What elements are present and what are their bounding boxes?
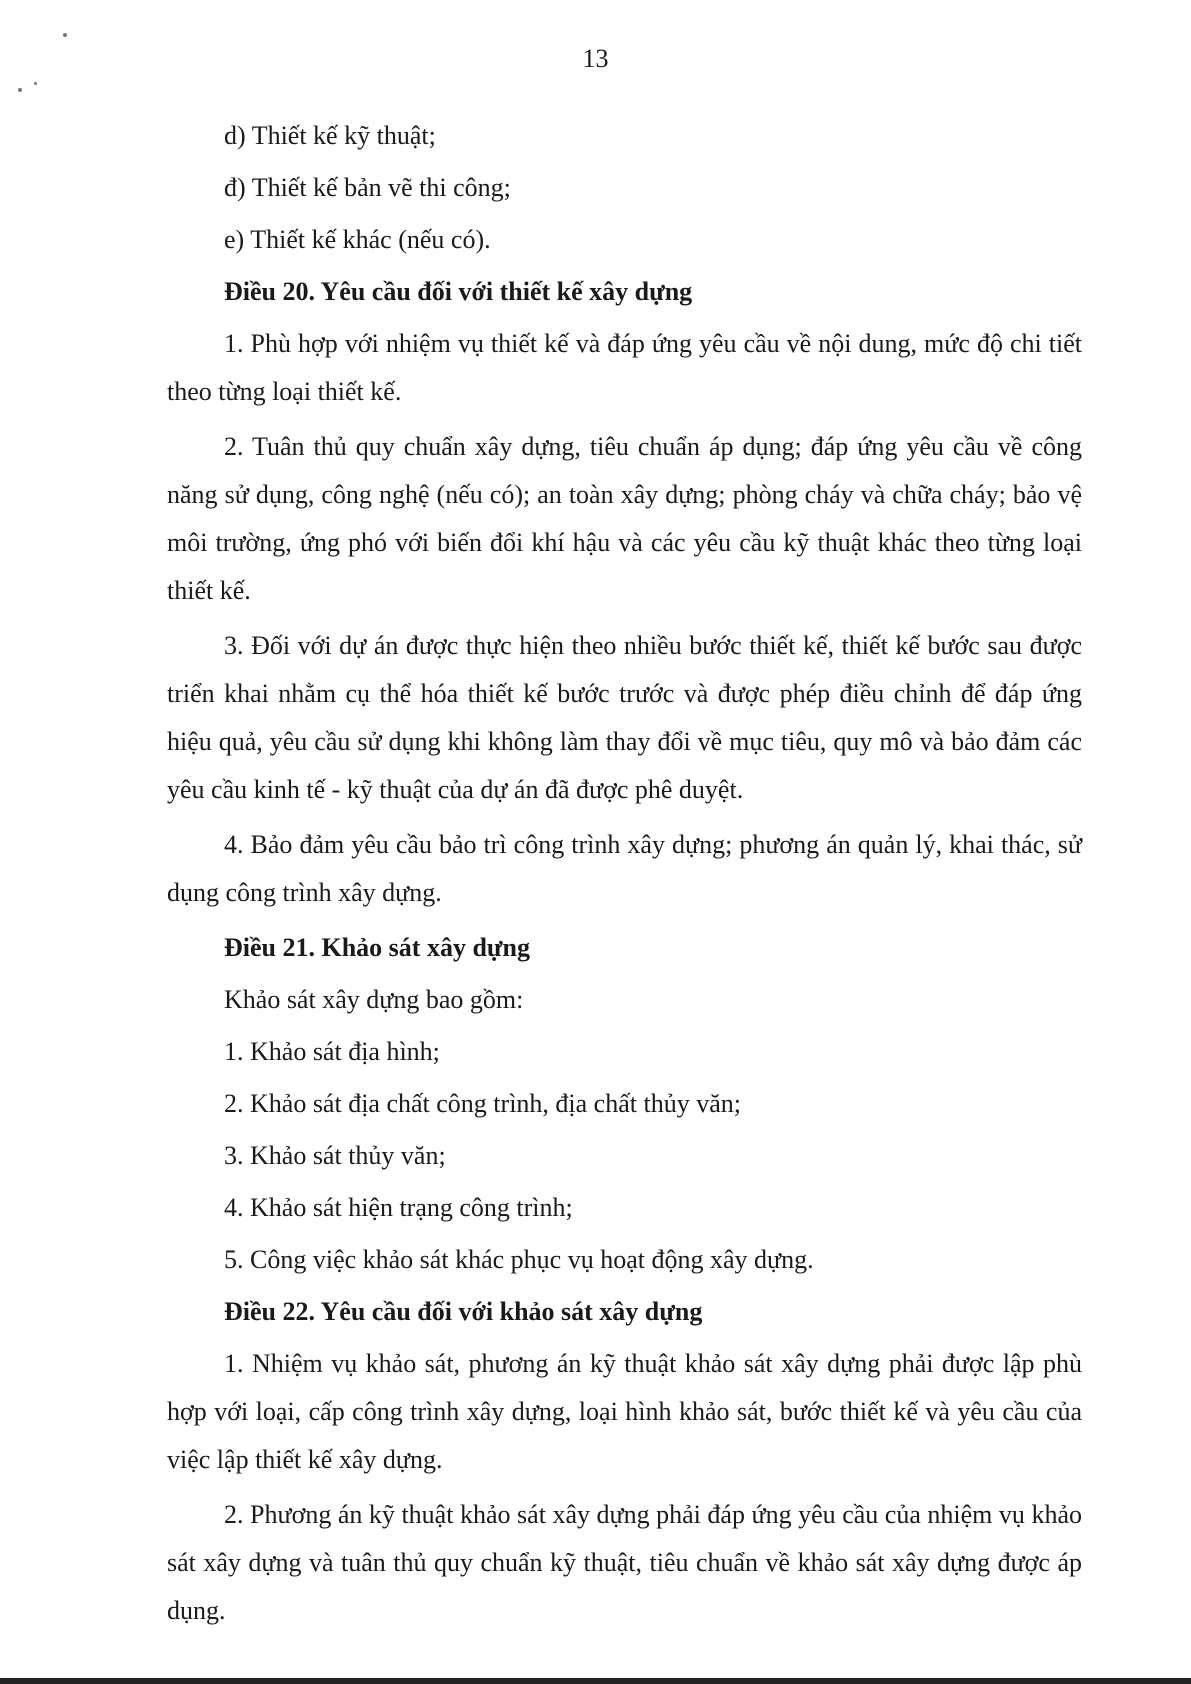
scan-artifact-dot	[34, 82, 37, 85]
document-body	[167, 112, 1082, 1642]
article-21-intro: Khảo sát xây dựng bao gồm:	[224, 985, 524, 1014]
scan-bottom-edge	[0, 1678, 1191, 1684]
article-21-heading: Điều 21. Khảo sát xây dựng	[224, 933, 530, 962]
list-item: 4. Khảo sát hiện trạng công trình;	[224, 1193, 573, 1222]
list-item: 5. Công việc khảo sát khác phục vụ hoạt động xây dựng.	[224, 1245, 814, 1274]
scan-artifact-dot	[63, 33, 67, 37]
article-20-heading: Điều 20. Yêu cầu đối với thiết kế xây dựng	[224, 277, 693, 306]
list-item: 3. Khảo sát thủy văn;	[224, 1141, 446, 1170]
article-20-paragraph-4: 4. Bảo đảm yêu cầu bảo trì công trình xây dựng; phương án quản lý, khai thác, sử dụng công trình xây dựng.	[167, 830, 1082, 907]
article-20-paragraph-3: 3. Đối với dự án được thực hiện theo nhiều bước thiết kế, thiết kế bước sau được triển khai nhằm cụ thể hóa thiết kế bước trước và được phép điều chỉnh để đáp ứng hiệu quả, yêu cầu sử dụng khi không làm thay đổi về mục tiêu, quy mô và bảo đảm các yêu cầu kinh tế - kỹ thuật của dự án đã được phê duyệt.	[167, 631, 1082, 804]
list-item: 2. Khảo sát địa chất công trình, địa chất thủy văn;	[224, 1089, 741, 1118]
article-22-paragraph-1: 1. Nhiệm vụ khảo sát, phương án kỹ thuật khảo sát xây dựng phải được lập phù hợp với loại, cấp công trình xây dựng, loại hình khảo sát, bước thiết kế và yêu cầu của việc lập thiết kế xây dựng.	[167, 1349, 1082, 1474]
article-20-paragraph-2: 2. Tuân thủ quy chuẩn xây dựng, tiêu chuẩn áp dụng; đáp ứng yêu cầu về công năng sử dụng, công nghệ (nếu có); an toàn xây dựng; phòng cháy và chữa cháy; bảo vệ môi trường, ứng phó với biến đổi khí hậu và các yêu cầu kỹ thuật khác theo từng loại thiết kế.	[167, 432, 1082, 605]
page-number: 13	[582, 44, 609, 73]
list-item-d: d) Thiết kế kỹ thuật;	[224, 121, 436, 150]
scan-artifact-dot	[18, 88, 22, 92]
list-item: 1. Khảo sát địa hình;	[224, 1037, 440, 1066]
article-20-paragraph-1: 1. Phù hợp với nhiệm vụ thiết kế và đáp ứng yêu cầu về nội dung, mức độ chi tiết theo từng loại thiết kế.	[167, 329, 1082, 406]
article-22-heading: Điều 22. Yêu cầu đối với khảo sát xây dựng	[224, 1297, 703, 1326]
list-item-dd: đ) Thiết kế bản vẽ thi công;	[224, 173, 511, 202]
article-22-paragraph-2: 2. Phương án kỹ thuật khảo sát xây dựng phải đáp ứng yêu cầu của nhiệm vụ khảo sát xây dựng và tuân thủ quy chuẩn kỹ thuật, tiêu chuẩn về khảo sát xây dựng được áp dụng.	[167, 1500, 1082, 1625]
list-item-e: e) Thiết kế khác (nếu có).	[224, 225, 491, 254]
